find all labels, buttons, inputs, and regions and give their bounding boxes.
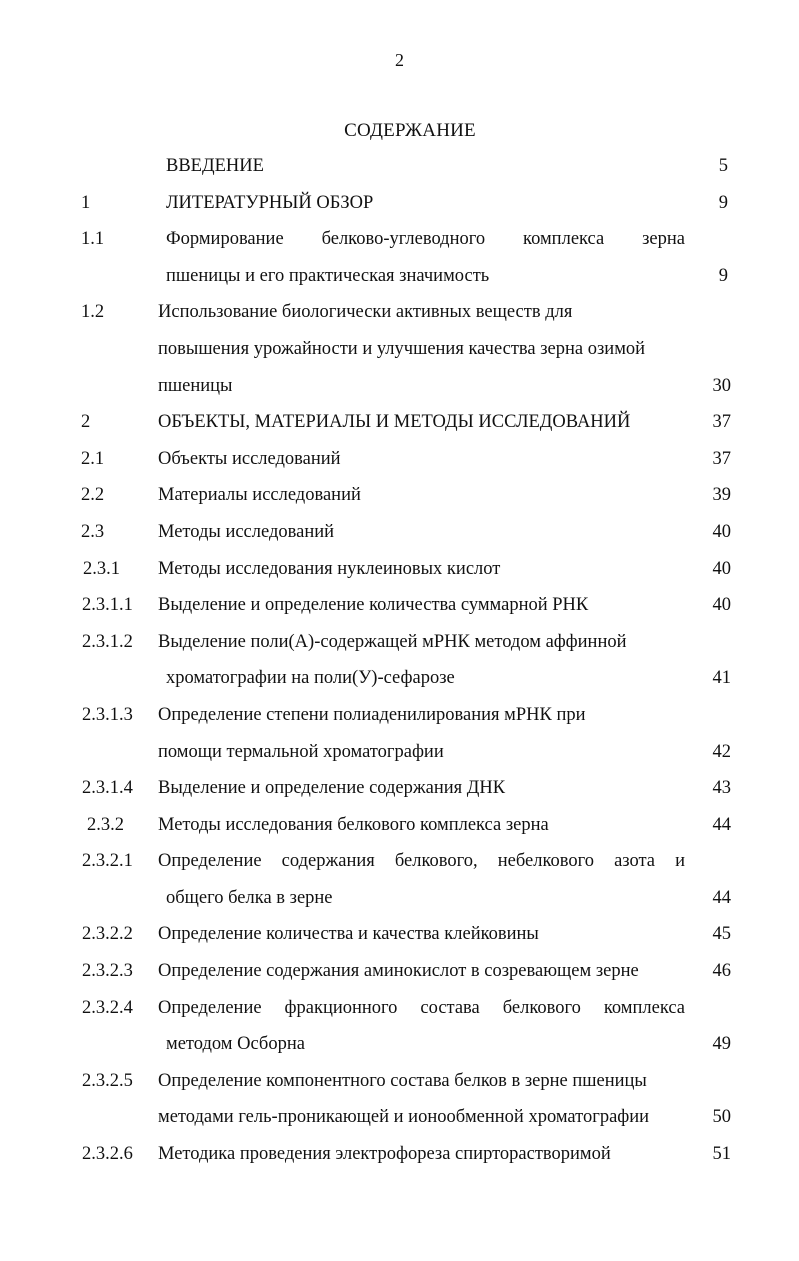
toc-entry-page: 44 xyxy=(712,814,731,835)
toc-entry xyxy=(0,221,799,294)
toc-entry-title: методом Осборна xyxy=(166,1034,305,1055)
toc-line xyxy=(0,441,799,478)
toc-entry-title: Определение компонентного состава белков в зерне пшеницы xyxy=(158,1070,647,1091)
toc-entry-number: 2.3.1 xyxy=(83,558,120,579)
toc-line xyxy=(0,477,799,514)
toc-line xyxy=(0,148,799,185)
toc-entry-title: Определение фракционного состава белкового комплекса xyxy=(158,997,685,1018)
toc-entry-title: Методы исследования нуклеиновых кислот xyxy=(158,558,501,579)
toc-entry-title: помощи термальной хроматографии xyxy=(158,741,444,762)
toc-line xyxy=(0,258,799,295)
toc-entry-title: Методы исследований xyxy=(158,521,335,542)
toc-entry-page: 49 xyxy=(712,1034,731,1055)
toc-entry-number: 2.3.1.4 xyxy=(82,778,133,799)
toc-title: СОДЕРЖАНИЕ xyxy=(344,120,476,141)
toc-line xyxy=(0,1063,799,1100)
toc-entry-number: 2.3.2.3 xyxy=(82,961,133,982)
toc-entry-page: 9 xyxy=(718,192,728,213)
toc-entry-number: 2 xyxy=(81,412,91,433)
toc-line xyxy=(0,331,799,368)
toc-entry-page: 45 xyxy=(712,924,731,945)
toc-entry-page: 40 xyxy=(712,595,731,616)
toc-line xyxy=(0,697,799,734)
toc-entry-title: Объекты исследований xyxy=(158,448,341,469)
toc-entry-number: 2.3.2 xyxy=(87,814,124,835)
toc-entry xyxy=(0,843,799,916)
toc-line xyxy=(0,1026,799,1063)
toc-entry-title: Определение количества и качества клейковины xyxy=(158,924,539,945)
toc-entry-page: 9 xyxy=(718,265,728,286)
toc-entry-title: Материалы исследований xyxy=(158,485,361,506)
toc-entry xyxy=(0,697,799,770)
table-of-contents xyxy=(0,148,799,1173)
toc-entry-title: ОБЪЕКТЫ, МАТЕРИАЛЫ И МЕТОДЫ ИССЛЕДОВАНИЙ xyxy=(158,412,631,433)
toc-entry xyxy=(0,441,799,478)
toc-entry-title: пшеницы xyxy=(158,375,233,396)
toc-entry-number: 2.3.2.5 xyxy=(82,1070,133,1091)
toc-line xyxy=(0,770,799,807)
toc-entry-title: пшеницы и его практическая значимость xyxy=(166,265,490,286)
toc-entry-title: повышения урожайности и улучшения качества зерна озимой xyxy=(158,338,646,359)
toc-entry xyxy=(0,624,799,697)
toc-entry-title: ЛИТЕРАТУРНЫЙ ОБЗОР xyxy=(166,192,374,213)
toc-entry-number: 2.1 xyxy=(81,448,105,469)
toc-entry xyxy=(0,477,799,514)
toc-entry xyxy=(0,1063,799,1136)
page-number: 2 xyxy=(395,50,404,70)
toc-entry-title: Формирование белково-углеводного комплекса зерна xyxy=(166,229,685,250)
toc-entry-number: 2.3.1.1 xyxy=(82,595,133,616)
toc-entry-title: Методы исследования белкового комплекса зерна xyxy=(158,814,549,835)
toc-entry xyxy=(0,807,799,844)
toc-entry-title: Методика проведения электрофореза спирторастворимой xyxy=(158,1144,611,1165)
toc-line xyxy=(0,221,799,258)
toc-entry-number: 2.3.2.2 xyxy=(82,924,133,945)
toc-entry-page: 40 xyxy=(712,558,731,579)
toc-entry-page: 46 xyxy=(712,961,731,982)
toc-entry xyxy=(0,551,799,588)
toc-entry-title: Выделение поли(А)-содержащей мРНК методом аффинной xyxy=(158,631,627,652)
toc-line xyxy=(0,624,799,661)
toc-entry xyxy=(0,404,799,441)
toc-entry-page: 41 xyxy=(712,668,731,689)
toc-entry xyxy=(0,587,799,624)
toc-line xyxy=(0,916,799,953)
toc-line xyxy=(0,1136,799,1173)
toc-entry-title: Определение содержания белкового, небелкового азота и xyxy=(158,851,685,872)
toc-entry-number: 2.3 xyxy=(81,521,105,542)
toc-entry-page: 43 xyxy=(712,778,731,799)
toc-entry xyxy=(0,514,799,551)
toc-entry-page: 51 xyxy=(712,1144,731,1165)
toc-entry-page: 42 xyxy=(712,741,731,762)
toc-entry-number: 1.1 xyxy=(81,229,105,250)
toc-entry-page: 5 xyxy=(718,156,728,176)
toc-entry-title: методами гель-проникающей и ионообменной хроматографии xyxy=(158,1107,650,1128)
toc-line xyxy=(0,514,799,551)
toc-entry-number: 1.2 xyxy=(81,302,105,323)
toc-line xyxy=(0,587,799,624)
toc-line xyxy=(0,807,799,844)
toc-line xyxy=(0,880,799,917)
toc-entry-page: 44 xyxy=(712,887,731,908)
toc-entry-number: 2.3.1.2 xyxy=(82,631,133,652)
toc-entry-number: 2.3.1.3 xyxy=(82,704,133,725)
toc-entry-number: 1 xyxy=(81,192,91,213)
toc-line xyxy=(0,660,799,697)
toc-entry xyxy=(0,770,799,807)
toc-line xyxy=(0,953,799,990)
toc-entry-title: ВВЕДЕНИЕ xyxy=(166,156,264,176)
toc-entry-title: Определение содержания аминокислот в созревающем зерне xyxy=(158,961,639,982)
toc-entry xyxy=(0,185,799,222)
toc-entry-number: 2.2 xyxy=(81,485,105,506)
toc-line xyxy=(0,843,799,880)
toc-entry-title: Использование биологически активных веществ для xyxy=(158,302,573,323)
toc-line xyxy=(0,294,799,331)
toc-entry-title: общего белка в зерне xyxy=(166,887,333,908)
toc-line xyxy=(0,990,799,1027)
toc-entry-page: 50 xyxy=(712,1107,731,1128)
toc-entry xyxy=(0,916,799,953)
toc-entry-number: 2.3.2.6 xyxy=(82,1144,133,1165)
toc-line xyxy=(0,368,799,405)
toc-line xyxy=(0,551,799,588)
toc-entry-number: 2.3.2.4 xyxy=(82,997,133,1018)
toc-entry xyxy=(0,1136,799,1173)
toc-entry xyxy=(0,953,799,990)
toc-entry xyxy=(0,294,799,404)
toc-line xyxy=(0,404,799,441)
toc-entry-title: Определение степени полиаденилирования мРНК при xyxy=(158,704,586,725)
toc-entry xyxy=(0,148,799,185)
toc-entry-page: 40 xyxy=(712,521,731,542)
toc-entry xyxy=(0,990,799,1063)
toc-entry-page: 30 xyxy=(712,375,731,396)
toc-entry-page: 37 xyxy=(712,412,731,433)
toc-entry-number: 2.3.2.1 xyxy=(82,851,133,872)
toc-entry-title: хроматографии на поли(У)-сефарозе xyxy=(166,668,455,689)
toc-entry-page: 37 xyxy=(712,448,731,469)
toc-line xyxy=(0,185,799,222)
toc-line xyxy=(0,734,799,771)
toc-entry-page: 39 xyxy=(712,485,731,506)
toc-line xyxy=(0,1099,799,1136)
toc-entry-title: Выделение и определение содержания ДНК xyxy=(158,778,506,799)
toc-entry-title: Выделение и определение количества суммарной РНК xyxy=(158,595,589,616)
